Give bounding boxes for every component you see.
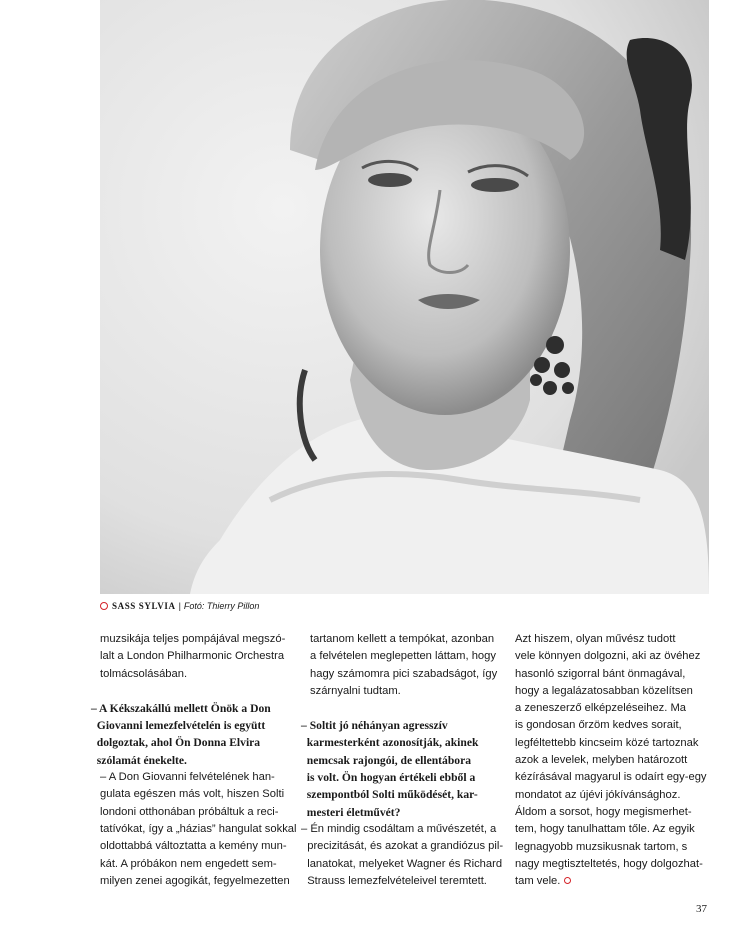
text-line: tem, hogy tanulhattam tőle. Az egyik xyxy=(515,823,695,836)
text-line: hagy számomra pici szabadságot, így xyxy=(310,667,498,680)
text-line: – Én mindig csodáltam a művészetét, a xyxy=(301,822,497,835)
answer-paragraph xyxy=(310,631,505,700)
text-line: is volt. Ön hogyan értékeli ebből a xyxy=(306,771,476,785)
answer-paragraph xyxy=(100,769,298,890)
text-line: Azt hiszem, olyan művész tudott xyxy=(515,633,676,645)
text-line: a felvételen meglepetten láttam, hogy xyxy=(310,650,496,663)
article-end-icon xyxy=(564,877,571,884)
text-line: – Soltit jó néhányan agresszív xyxy=(301,719,448,733)
text-line: – A Kékszakállú mellett Önök a Don xyxy=(91,701,271,715)
text-column-2 xyxy=(301,631,505,890)
text-line: dolgoztak, ahol Ön Donna Elvira xyxy=(96,736,261,750)
text-line: tartanom kellett a tempókat, azonban xyxy=(310,633,495,645)
text-line: lanatokat, melyeket Wagner és Richard xyxy=(307,857,503,870)
text-line: is gondosan őrzöm kedves sorait, xyxy=(515,719,682,732)
text-line: Strauss lemezfelvételeivel teremtett. xyxy=(307,874,487,887)
text-line: vele könnyen dolgozni, aki az övéhez xyxy=(515,650,701,663)
text-line: legnagyobb muzsikusnak tartom, s xyxy=(515,840,688,853)
text-line: azok a levelek, melyben határozott xyxy=(515,754,688,767)
answer-paragraph xyxy=(301,821,505,890)
interview-question xyxy=(301,717,505,821)
caption-bullet-icon xyxy=(100,602,108,610)
text-column-1 xyxy=(91,631,298,890)
caption-credit: Fotó: Thierry Pillon xyxy=(183,601,260,611)
text-line: szólamát énekelte. xyxy=(96,753,187,767)
text-line: – A Don Giovanni felvételének han- xyxy=(100,771,275,784)
photo-caption xyxy=(100,599,259,613)
text-line: Giovanni lemezfelvételén is együtt xyxy=(96,719,266,733)
text-line: milyen zenei agogikát, fegyelmezetten xyxy=(100,874,290,887)
text-line: Áldom a sorsot, hogy megismerhet- xyxy=(515,805,692,818)
text-line: tam vele. xyxy=(515,875,561,888)
text-line: mondatot az újévi jókívánsághoz. xyxy=(515,788,681,801)
text-line: a zeneszerző elképzeléseihez. Ma xyxy=(515,702,687,715)
text-line: mesteri életművét? xyxy=(306,805,401,819)
answer-paragraph xyxy=(515,631,715,890)
text-line: nemcsak rajongói, de ellentábora xyxy=(306,753,472,767)
text-line: tatívókat, így a „házias” hangulat sokkal xyxy=(100,822,297,835)
text-line: legféltettebb kincseim közé tartoznak xyxy=(515,736,699,749)
text-line: szempontból Solti működését, kar- xyxy=(306,788,478,802)
page-number: 37 xyxy=(696,903,707,915)
interview-question xyxy=(91,700,298,769)
text-line: gulata egészen más volt, hiszen Solti xyxy=(100,788,285,801)
text-line: karmesterként azonosítják, akinek xyxy=(306,736,479,750)
text-line: hogy a legalázatosabban közelítsen xyxy=(515,684,693,697)
text-line: muzsikája teljes pompájával megszó- xyxy=(100,633,286,645)
text-line: nagy megtiszteltetés, hogy dolgozhat- xyxy=(515,857,703,870)
portrait-photo xyxy=(100,0,709,594)
answer-paragraph xyxy=(100,631,298,683)
text-line: tolmácsolásában. xyxy=(100,667,188,680)
text-line: kézírásával magyarul is odaírt egy-egy xyxy=(515,771,707,784)
text-line: lalt a London Philharmonic Orchestra xyxy=(100,650,285,663)
text-column-3 xyxy=(515,631,715,890)
text-line: szárnyalni tudtam. xyxy=(310,684,401,697)
text-line: londoni otthonában próbáltuk a reci- xyxy=(100,805,279,818)
text-line: hasonló szigorral bánt önmagával, xyxy=(515,667,686,680)
caption-separator: | xyxy=(178,601,181,611)
text-line: oldottabbá változtatta a kemény mun- xyxy=(100,840,287,853)
text-line: kát. A próbákon nem engedett sem- xyxy=(100,857,277,870)
caption-name: SASS SYLVIA xyxy=(112,601,176,611)
text-line: precizitását, és azokat a grandiózus pil- xyxy=(307,840,504,853)
